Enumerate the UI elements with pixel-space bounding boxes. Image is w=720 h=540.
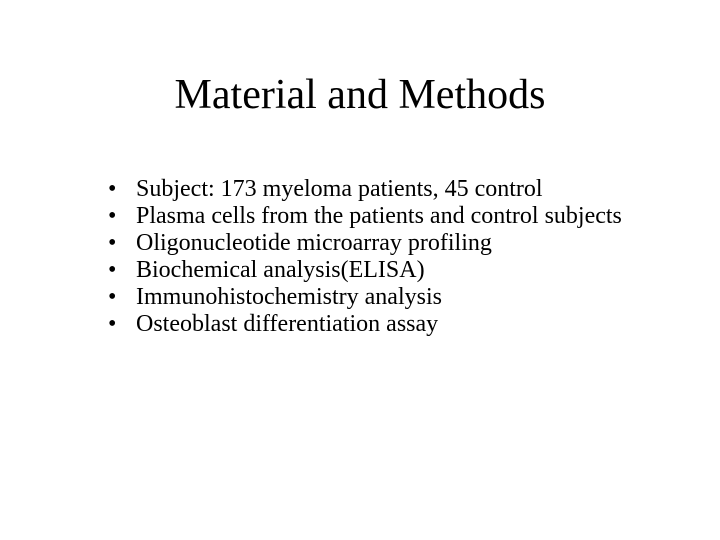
bullet-text: Subject: 173 myeloma patients, 45 control [136,176,543,202]
bullet-icon: • [108,257,117,283]
slide-title: Material and Methods [174,72,546,118]
bullet-icon: • [108,176,117,202]
bullet-text: Oligonucleotide microarray profiling [136,230,492,256]
bullet-icon: • [108,203,117,229]
bullet-item [108,230,648,257]
bullet-icon: • [108,311,117,337]
bullet-text: Osteoblast differentiation assay [136,311,439,337]
bullet-item [108,203,648,230]
bullet-item [108,311,648,338]
bullet-list [108,176,648,338]
bullet-item [108,284,648,311]
bullet-text: Plasma cells from the patients and control subjects [136,203,622,229]
bullet-item [108,176,648,203]
bullet-text: Immunohistochemistry analysis [136,284,442,310]
bullet-icon: • [108,284,117,310]
bullet-icon: • [108,230,117,256]
bullet-item [108,257,648,284]
bullet-text: Biochemical analysis(ELISA) [136,257,425,283]
